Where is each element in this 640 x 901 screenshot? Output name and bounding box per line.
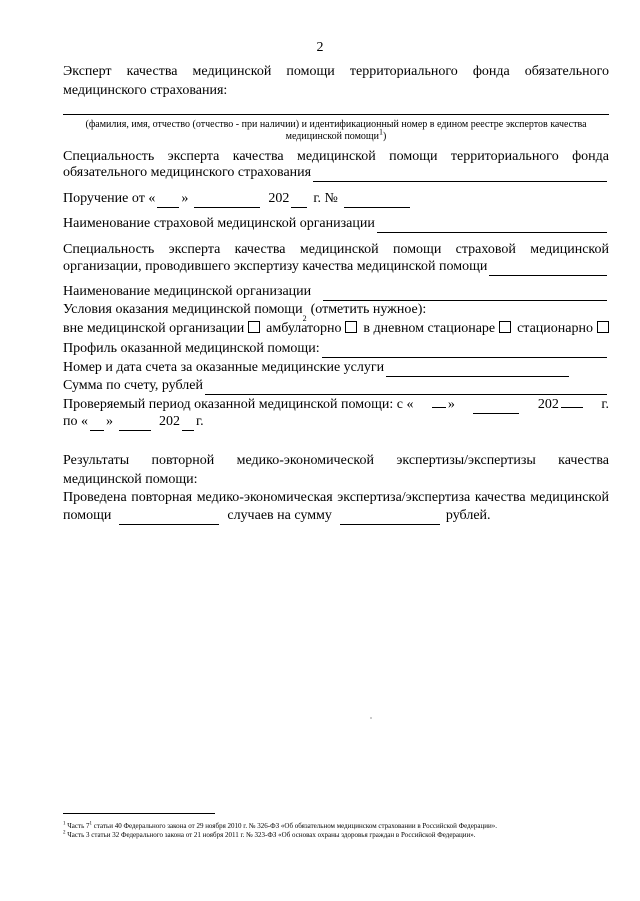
repeat-mid: случаев на сумму	[227, 508, 332, 523]
conditions-hint: (отметить нужное):	[310, 302, 427, 317]
insurer-name-field[interactable]	[377, 218, 607, 233]
specialty-tfoms-line2: обязательного медицинского страхования	[63, 165, 312, 180]
page-number: 2	[316, 40, 324, 55]
expert-caption	[63, 119, 609, 143]
condition-outside: вне медицинской организации	[63, 319, 264, 338]
order-number-field[interactable]	[344, 193, 410, 208]
repeat-expertise	[63, 488, 609, 507]
period-from-year: 202	[538, 393, 585, 414]
conditions-label: Условия оказания медицинской помощи	[63, 302, 303, 317]
repeat-line1: Проведена повторная медико-экономическая экспертиза/экспертиза качества медицинской	[63, 490, 609, 505]
expert-tfoms-line1: Эксперт качества медицинской помощи территориального фонда обязательного	[63, 64, 609, 79]
specialty-tfoms-row2	[63, 163, 609, 182]
invoice-label: Номер и дата счета за оказанные медицинские услуги	[63, 360, 385, 375]
expert-tfoms-fill-line[interactable]	[63, 114, 609, 115]
order-year-prefix: 202	[268, 191, 290, 206]
period-from-g: г.	[601, 397, 609, 412]
specialty-insurer-line1: Специальность эксперта качества медицинской помощи страховой медицинской	[63, 242, 609, 257]
conditions-options	[63, 319, 609, 338]
insurer-name-row	[63, 214, 609, 233]
scan-speck	[370, 717, 372, 719]
expert-tfoms-line2: медицинского страхования:	[63, 83, 228, 98]
order-row: Поручение от « » 202 г. №	[63, 189, 609, 208]
expert-caption-line2: медицинской помощи$^1$)	[285, 127, 387, 142]
order-number-label: г. №	[313, 191, 338, 206]
period-to-month-field[interactable]	[119, 416, 151, 431]
period-row2: по « » 202 г.	[63, 414, 204, 429]
condition-day-hospital: в дневном стационаре	[363, 319, 515, 338]
repeat-end: рублей.	[445, 508, 491, 523]
condition-inpatient: стационарно	[517, 319, 609, 338]
invoice-row	[63, 358, 609, 377]
specialty-tfoms-fill-line[interactable]	[313, 167, 607, 182]
checkbox-inpatient[interactable]	[597, 321, 609, 333]
repeat-word: помощи	[63, 508, 112, 523]
period-from-day-field[interactable]	[432, 393, 446, 408]
checkbox-ambulatory[interactable]	[345, 321, 357, 333]
specialty-insurer-field[interactable]	[489, 261, 607, 276]
amount-label: Сумма по счету, рублей	[63, 378, 203, 393]
mo-name-label: Наименование медицинской организации	[63, 284, 312, 299]
period-to-g: г.	[196, 414, 204, 429]
insurer-name-label: Наименование страховой медицинской организации	[63, 216, 375, 231]
checkbox-day-hospital[interactable]	[499, 321, 511, 333]
conditions-row: Условия оказания медицинской помощи 2 (отметить нужное):	[63, 302, 427, 323]
period-to-year-field[interactable]	[182, 416, 194, 431]
period-to-day-field[interactable]	[90, 416, 104, 431]
footnote-separator	[63, 813, 215, 814]
footnote-1: $^1$ Часть $7^1$ статьи 40 Федерального закона от 29 ноября 2010 г. № 326-ФЗ «Об обязательном медицинском страховании в Российской Федерации».	[63, 821, 497, 830]
amount-row	[63, 376, 609, 395]
order-prefix: Поручение от «	[63, 191, 156, 206]
footnote-ref-1: 1	[378, 127, 383, 137]
results-heading	[63, 451, 609, 489]
order-month-field[interactable]	[194, 193, 260, 208]
repeat-row2	[63, 506, 609, 525]
expert-caption-line1: (фамилия, имя, отчество (отчество - при наличии) и идентификационный номер в едином реестре экспертов качества	[85, 119, 587, 130]
period-from: »	[430, 393, 455, 414]
invoice-field[interactable]	[386, 362, 569, 377]
results-line2: медицинской помощи:	[63, 472, 198, 487]
profile-label: Профиль оказанной медицинской помощи:	[63, 341, 320, 356]
repeat-sum-field[interactable]	[340, 510, 440, 525]
profile-field[interactable]	[322, 343, 607, 358]
specialty-tfoms-line1: Специальность эксперта качества медицинской помощи территориального фонда	[63, 149, 609, 164]
order-year-field[interactable]	[291, 193, 307, 208]
profile-row	[63, 339, 609, 358]
results-line1: Результаты повторной медико-экономической экспертизы/экспертизы качества	[63, 453, 609, 468]
mo-name-field[interactable]	[323, 286, 607, 301]
specialty-insurer-row2	[63, 257, 609, 276]
period-to-label: по «	[63, 414, 88, 429]
order-day-field[interactable]	[157, 193, 179, 208]
checkbox-outside[interactable]	[248, 321, 260, 333]
specialty-insurer-line2: организации, проводившего экспертизу качества медицинской помощи	[63, 259, 488, 274]
repeat-cases-field[interactable]	[119, 510, 219, 525]
period-label: Проверяемый период оказанной медицинской помощи: с «	[63, 397, 414, 412]
mo-name-row	[63, 282, 609, 301]
footnote-2: $^2$ Часть 3 статьи 32 Федерального закона от 21 ноября 2011 г. № 323-ФЗ «Об основах охраны здоровья граждан в Российской Федерации».	[63, 830, 476, 839]
period-from-year-field[interactable]	[561, 393, 583, 408]
expert-tfoms-label	[63, 62, 609, 100]
condition-ambulatory: амбулаторно	[266, 319, 361, 338]
